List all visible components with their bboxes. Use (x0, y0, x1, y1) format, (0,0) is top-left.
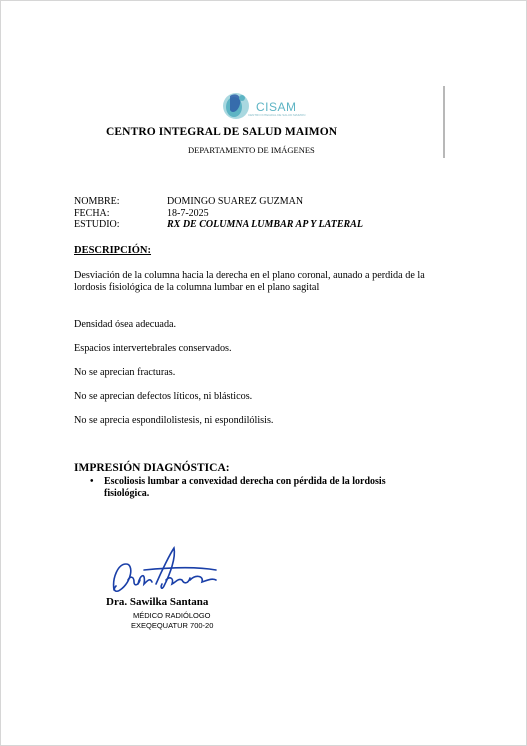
study-label: ESTUDIO: (74, 219, 120, 230)
description-paragraph: Espacios intervertebrales conservados. (74, 343, 232, 354)
name-row (74, 196, 363, 208)
department-name: DEPARTAMENTO DE IMÁGENES (188, 145, 315, 155)
logo-text: CISAM (256, 100, 297, 114)
date-row (74, 208, 363, 220)
signature-exequatur: EXEQEQUATUR 700-20 (131, 621, 214, 630)
description-paragraph: No se aprecia espondilolistesis, ni espondilólisis. (74, 415, 274, 426)
description-paragraph: No se aprecian fracturas. (74, 367, 176, 378)
signature-title: MÉDICO RADIÓLOGO (133, 611, 211, 620)
bullet-icon: • (90, 476, 94, 487)
description-paragraph: Desviación de la columna hacia la derecha en el plano coronal, aunado a perdida de la lordosis fisiológica de la columna lumbar en el plano sagital (74, 270, 425, 293)
impression-list (90, 476, 430, 499)
logo-subtext: CENTRO INTEGRAL DE SALUD MAIMON (248, 113, 306, 117)
description-paragraph: No se aprecian defectos líticos, ni blásticos. (74, 391, 253, 402)
patient-info (74, 196, 363, 231)
signature-name: Dra. Sawilka Santana (106, 596, 209, 608)
list-item (90, 476, 430, 499)
study-value: RX DE COLUMNA LUMBAR AP Y LATERAL (167, 219, 363, 230)
date-label: FECHA: (74, 207, 110, 219)
signature-icon (104, 540, 224, 600)
center-name: CENTRO INTEGRAL DE SALUD MAIMON (106, 126, 338, 138)
description-paragraph: Densidad ósea adecuada. (74, 319, 177, 330)
study-row (74, 219, 363, 231)
impression-title: IMPRESIÓN DIAGNÓSTICA: (74, 462, 230, 474)
impression-item-text: Escoliosis lumbar a convexidad derecha con pérdida de la lordosis fisiológica. (104, 476, 386, 499)
name-label: NOMBRE: (74, 196, 120, 207)
description-title: DESCRIPCIÓN: (74, 245, 152, 256)
date-value: 18-7-2025 (167, 207, 209, 219)
header-divider (443, 86, 445, 158)
name-value: DOMINGO SUAREZ GUZMAN (167, 196, 304, 207)
